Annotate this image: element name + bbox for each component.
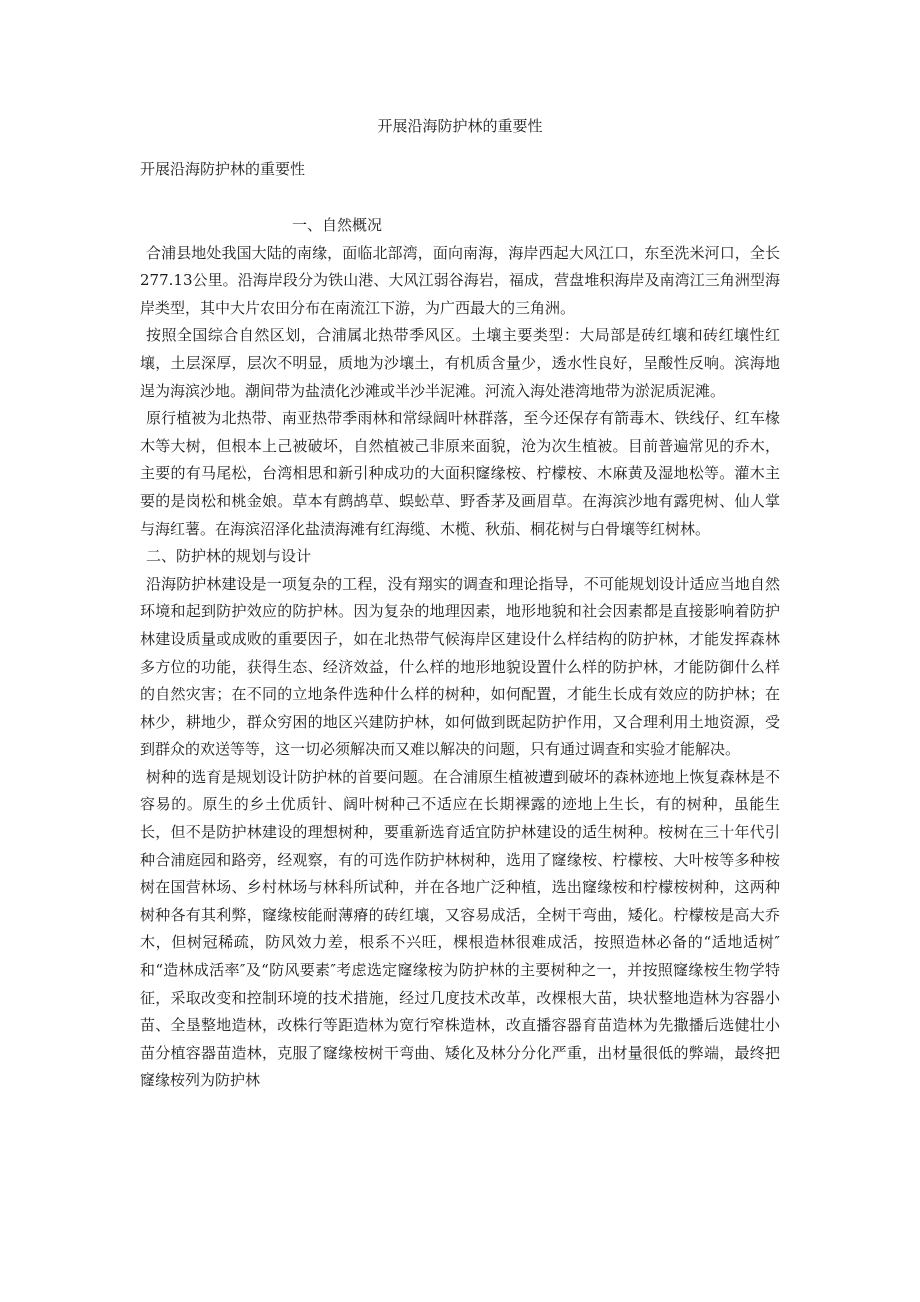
section-heading-planning-design: 二、防护林的规划与设计	[146, 547, 312, 566]
paragraph: 原行植被为北热带、南亚热带季雨林和常绿阔叶林群落，至今还保存有箭毒木、铁线仔、红车椽木等大树，但根本上己被破坏，自然植被己非原来面貌，沧为次生植被。目前普遍常见的乔木，主要的有马尾松，台湾相思和新引种成功的大面积窿缘桉、柠檬桉、木麻黄及湿地松等。灌木主要的是岗松和桃金娘。草本有鹧鸪草、蜈蚣草、野香茅及画眉草。在海滨沙地有露兜树、仙人掌与海红薯。在海滨沼泽化盐渍海滩有红海缆、木榄、秋茄、桐花树与白骨壤等红树林。	[140, 409, 780, 538]
document-subtitle: 开展沿海防护林的重要性	[140, 160, 306, 178]
paragraph: 树种的选育是规划设计防护林的首要问题。在合浦原生植被遭到破坏的森林迹地上恢复森林是不容易的。原生的乡土优质针、阔叶树种己不适应在长期裸露的迹地上生长，有的树种，虽能生长，但不是防护林建设的理想树种，要重新选育适宜防护林建设的适生树种。桉树在三十年代引种合浦庭园和路旁，经观察，有的可选作防护林树种，选用了窿缘桉、柠檬桉、大叶桉等多种桉树在国营林场、乡村林场与林科所试种，并在各地广泛种植，选出窿缘桉和柠檬桉树种，这两种树种各有其利弊，窿缘桉能耐薄瘠的砖红壤，又容易成活，全树干弯曲，矮化。柠檬桉是高大乔木，但树冠稀疏，防风效力差，根系不兴旺，棵根造林很难成活，按照造林必备的“适地适树″和“造林成活率″及“防风要素″考虑选定窿缘桉为防护林的主要树种之一，并按照窿缘桉生物学特征，采取改变和控制环境的技术措施，经过几度技术改革，改棵根大苗，块状整地造林为容器小苗、全垦整地造林，改株行等距造林为宽行窄株造林，改直播容器育苗造林为先撒播后选健壮小苗分植容器苗造林，克服了窿缘桉树干弯曲、矮化及林分分化严重，出材量很低的弊端，最终把窿缘桉列为防护林	[140, 767, 780, 1090]
section-heading-natural-overview: 一、自然概况	[292, 216, 383, 234]
paragraph: 合浦县地处我国大陆的南缘，面临北部湾，面向南海，海岸西起大风江口，东至洗米河口，全长277.13公里。沿海岸段分为铁山港、大风江弱谷海岩，福成，营盘堆积海岸及南湾江三角洲型海岸类型，其中大片农田分布在南流江下游，为广西最大的三角洲。	[140, 243, 780, 317]
paragraph: 按照全国综合自然区划，合浦属北热带季风区。土壤主要类型：大局部是砖红壤和砖红壤性红壤，土层深厚，层次不明显，质地为沙壤土，有机质含量少，透水性良好，呈酸性反响。滨海地逞为海滨沙地。潮间带为盐渍化沙滩或半沙半泥滩。河流入海处港湾地带为淤泥质泥滩。	[140, 326, 780, 400]
document-body	[140, 212, 780, 1095]
document-title: 开展沿海防护林的重要性	[377, 117, 543, 135]
paragraph: 沿海防护林建设是一项复杂的工程，没有翔实的调查和理论指导，不可能规划设计适应当地自然环境和起到防护效应的防护林。因为复杂的地理因素，地形地貌和社会因素都是直接影响着防护林建设质量或成败的重要因子，如在北热带气候海岸区建设什么样结构的防护林，才能发挥森林多方位的功能，获得生态、经济效益，什么样的地形地貌设置什么样的防护林，才能防御什么样的自然灾害；在不同的立地条件选种什么样的树种，如何配置，才能生长成有效应的防护林；在林少，耕地少，群众穷困的地区兴建防护林，如何做到既起防护作用，又合理利用土地资源，受到群众的欢送等等，这一切必须解决而又难以解决的问题，只有通过调查和实验才能解决。	[140, 574, 780, 759]
